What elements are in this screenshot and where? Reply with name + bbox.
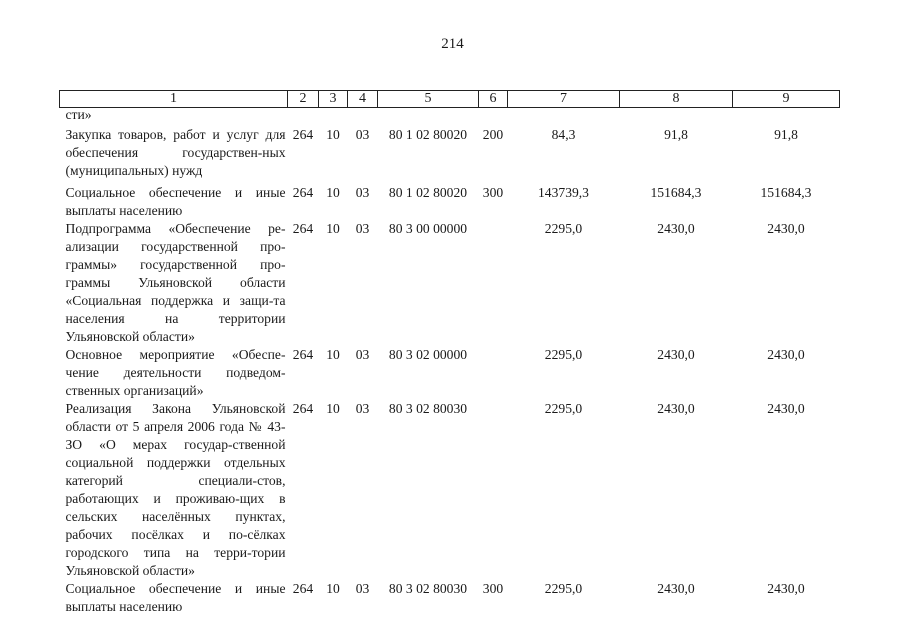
cell-target: 80 3 02 80030 (388, 401, 468, 416)
cell-target: 80 3 02 00000 (388, 347, 468, 362)
column-header: 4 (348, 91, 378, 108)
row-name: Подпрограмма «Обеспечение ре-ализации государственной про-граммы» государственной про-граммы Ульяновской области «Социальная поддержка и защи-та населения на территории Ульяновской области» (65, 221, 286, 344)
cell-target: 80 1 02 80020 (388, 127, 468, 142)
cell-code: 264 (292, 581, 314, 596)
column-header: 9 (733, 91, 840, 108)
cell-value-7: 143739,3 (538, 185, 589, 200)
cell-value-8: 2430,0 (657, 347, 695, 362)
table-row (60, 346, 840, 400)
cell-expense-type: 300 (482, 581, 504, 596)
cell-value-9: 2430,0 (767, 401, 805, 416)
cell-subsection: 03 (355, 185, 370, 200)
cell-subsection: 03 (355, 221, 370, 236)
column-header: 2 (288, 91, 319, 108)
cell-target: 80 3 00 00000 (388, 221, 468, 236)
cell-value-9: 151684,3 (760, 185, 812, 200)
column-header: 8 (620, 91, 733, 108)
row-name: Социальное обеспечение и иные выплаты населению (65, 185, 286, 218)
cell-value-7: 84,3 (551, 127, 576, 142)
row-name: сти» (65, 107, 92, 122)
column-header: 7 (508, 91, 620, 108)
cell-value-9: 2430,0 (767, 347, 805, 362)
cell-subsection: 03 (355, 127, 370, 142)
table-row (60, 126, 840, 184)
cell-section: 10 (326, 185, 340, 200)
cell-subsection: 03 (355, 401, 370, 416)
table-row (60, 184, 840, 220)
cell-subsection: 03 (355, 581, 370, 596)
continuation-row (60, 108, 840, 127)
cell-subsection: 03 (355, 347, 370, 362)
cell-value-8: 2430,0 (657, 221, 695, 236)
cell-expense-type (479, 346, 508, 400)
header-row (60, 91, 840, 108)
cell-value-9: 2430,0 (767, 221, 805, 236)
cell-section: 10 (326, 347, 340, 362)
cell-expense-type: 300 (482, 185, 504, 200)
cell-code: 264 (292, 221, 314, 236)
table-row (60, 400, 840, 580)
cell-value-7: 2295,0 (544, 401, 583, 416)
cell-expense-type: 200 (482, 127, 504, 142)
cell-expense-type (479, 400, 508, 580)
cell-code: 264 (292, 185, 314, 200)
cell-value-8: 2430,0 (657, 401, 695, 416)
cell-value-7: 2295,0 (544, 347, 583, 362)
cell-value-7: 2295,0 (544, 221, 583, 236)
column-header: 6 (479, 91, 508, 108)
cell-section: 10 (326, 581, 340, 596)
cell-expense-type (479, 220, 508, 346)
row-name: Социальное обеспечение и иные выплаты населению (65, 581, 286, 614)
cell-target: 80 3 02 80030 (388, 581, 468, 596)
cell-code: 264 (292, 401, 314, 416)
row-name: Реализация Закона Ульяновской области от 5 апреля 2006 года № 43-ЗО «О мерах государ-ственной социальной поддержки отдельных категорий специали-стов, работающих и проживаю-щих в сельских населённых пунктах, рабочих посёлках и по-сёлках городского типа на терри-тории Ульяновской области» (65, 401, 286, 578)
page-number: 214 (441, 36, 464, 52)
cell-section: 10 (326, 127, 340, 142)
table-row (60, 220, 840, 346)
cell-value-8: 91,8 (664, 127, 688, 142)
cell-value-7: 2295,0 (544, 581, 583, 596)
row-name: Основное мероприятие «Обеспе-чение деятельности подведом-ственных организаций» (65, 347, 286, 398)
column-header: 5 (378, 91, 479, 108)
column-header: 1 (60, 91, 288, 108)
cell-value-8: 151684,3 (650, 185, 702, 200)
cell-section: 10 (326, 221, 340, 236)
column-header: 3 (319, 91, 348, 108)
table-row (60, 580, 840, 616)
row-name: Закупка товаров, работ и услуг для обеспечения государствен-ных (муниципальных) нужд (65, 127, 286, 178)
budget-table (59, 90, 840, 616)
cell-value-9: 91,8 (774, 127, 798, 142)
cell-code: 264 (292, 347, 314, 362)
cell-value-9: 2430,0 (767, 581, 805, 596)
cell-code: 264 (292, 127, 314, 142)
cell-section: 10 (326, 401, 340, 416)
cell-value-8: 2430,0 (657, 581, 695, 596)
cell-target: 80 1 02 80020 (388, 185, 468, 200)
